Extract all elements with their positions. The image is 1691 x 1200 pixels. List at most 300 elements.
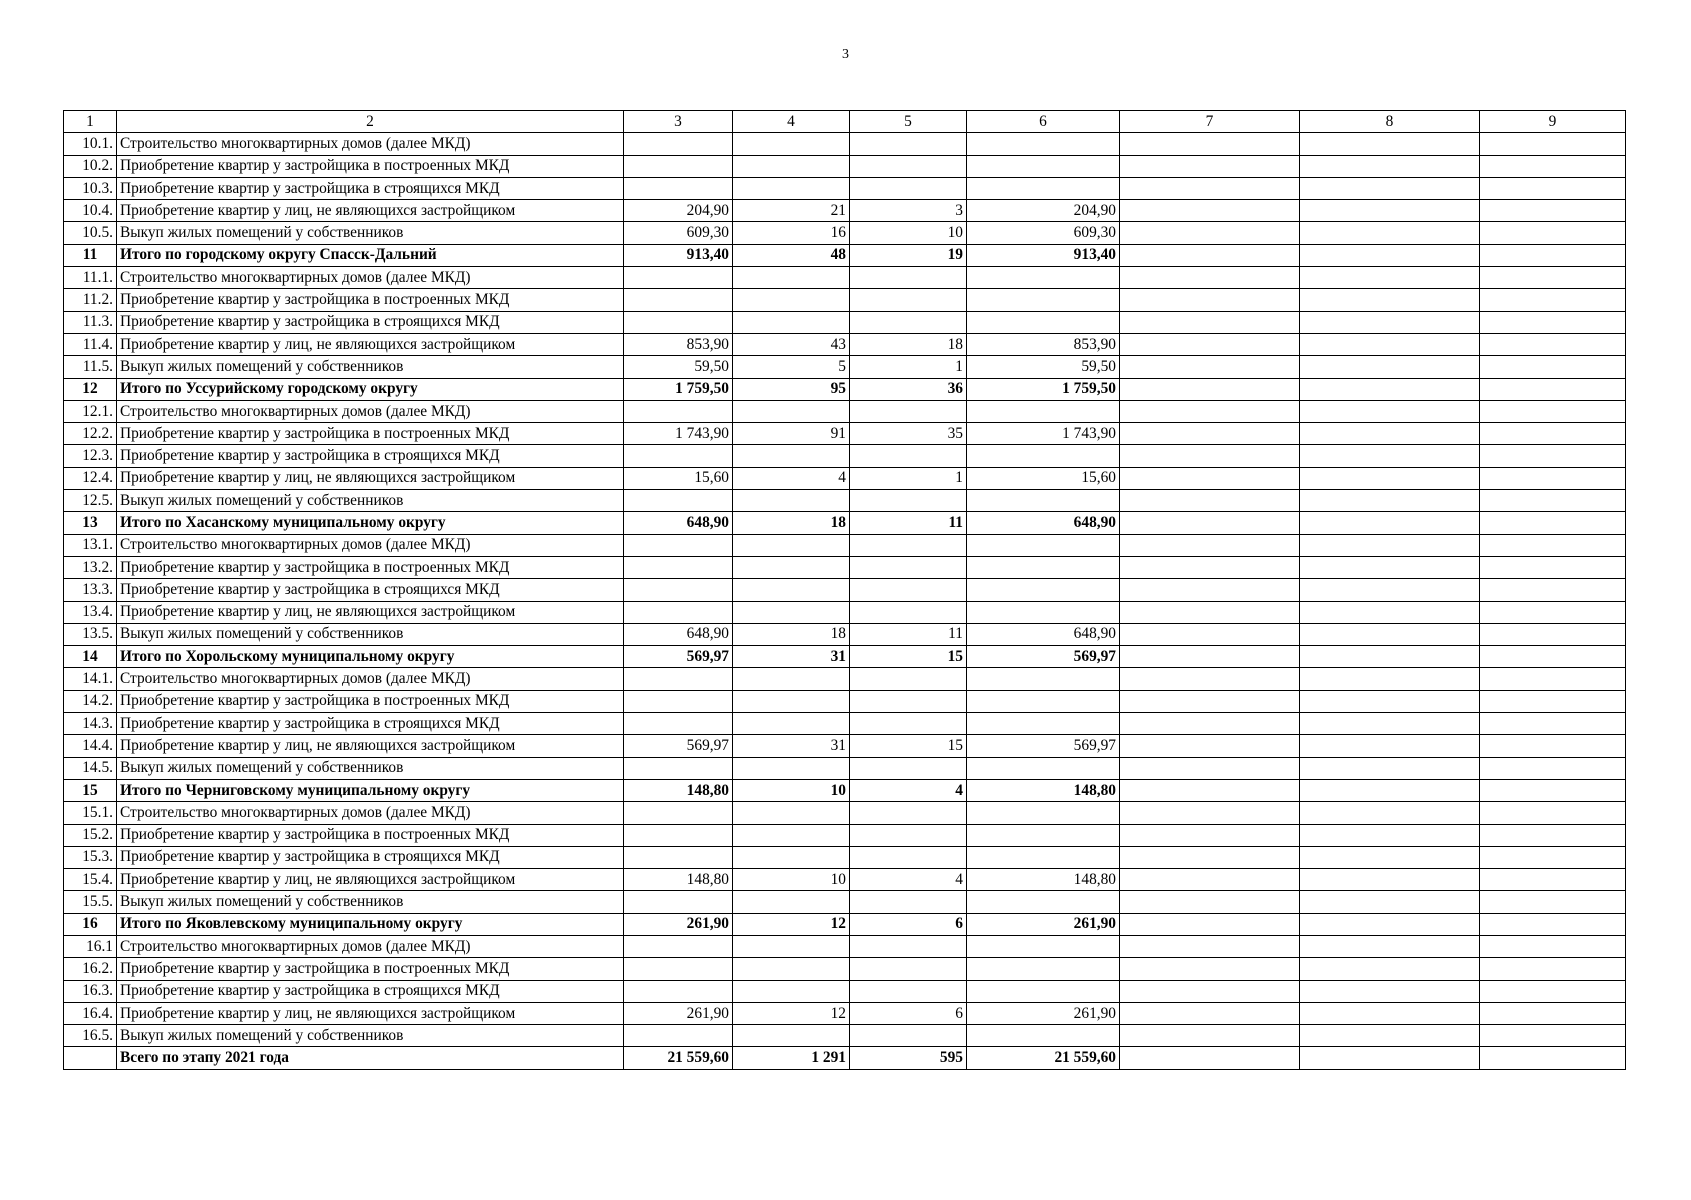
table-row xyxy=(64,690,1626,712)
count-cell: 4 xyxy=(733,467,850,489)
row-code-cell: 14.4. xyxy=(64,735,117,757)
empty-cell xyxy=(1480,713,1626,735)
count-cell: 595 xyxy=(850,1047,967,1069)
amount-cell: 261,90 xyxy=(624,913,733,935)
header-cell: 8 xyxy=(1300,111,1480,133)
row-name-cell: Итого по городскому округу Спасск-Дальний xyxy=(117,244,624,266)
empty-cell xyxy=(1300,623,1480,645)
empty-cell xyxy=(1480,400,1626,422)
empty-cell xyxy=(1120,222,1300,244)
row-code-cell: 10.2. xyxy=(64,155,117,177)
count-cell: 12 xyxy=(733,913,850,935)
count-cell xyxy=(850,891,967,913)
count-cell xyxy=(850,534,967,556)
amount-cell: 148,80 xyxy=(624,779,733,801)
count-cell xyxy=(850,958,967,980)
row-code-cell: 10.1. xyxy=(64,133,117,155)
empty-cell xyxy=(1480,735,1626,757)
empty-cell xyxy=(1120,333,1300,355)
table-row xyxy=(64,133,1626,155)
empty-cell xyxy=(1300,289,1480,311)
table-row xyxy=(64,802,1626,824)
count-cell: 18 xyxy=(850,333,967,355)
empty-cell xyxy=(1300,913,1480,935)
table-row xyxy=(64,177,1626,199)
amount-cell xyxy=(624,757,733,779)
row-code-cell: 16.5. xyxy=(64,1025,117,1047)
header-cell: 9 xyxy=(1480,111,1626,133)
empty-cell xyxy=(1300,713,1480,735)
empty-cell xyxy=(1300,690,1480,712)
empty-cell xyxy=(1300,1047,1480,1069)
count-cell: 1 291 xyxy=(733,1047,850,1069)
amount-cell: 1 743,90 xyxy=(624,423,733,445)
row-code-cell: 16 xyxy=(64,913,117,935)
amount-cell: 853,90 xyxy=(624,333,733,355)
empty-cell xyxy=(1480,200,1626,222)
empty-cell xyxy=(1480,267,1626,289)
row-code-cell: 15.5. xyxy=(64,891,117,913)
empty-cell xyxy=(1120,757,1300,779)
table-row xyxy=(64,200,1626,222)
empty-cell xyxy=(1480,356,1626,378)
count-cell xyxy=(850,289,967,311)
empty-cell xyxy=(1120,579,1300,601)
count-cell xyxy=(733,133,850,155)
empty-cell xyxy=(1120,534,1300,556)
empty-cell xyxy=(1120,244,1300,266)
count-cell xyxy=(850,579,967,601)
table-row xyxy=(64,980,1626,1002)
amount-cell xyxy=(624,534,733,556)
count-cell xyxy=(850,400,967,422)
row-code-cell: 15.4. xyxy=(64,869,117,891)
amount-cell: 609,30 xyxy=(624,222,733,244)
empty-cell xyxy=(1120,601,1300,623)
empty-cell xyxy=(1120,356,1300,378)
empty-cell xyxy=(1120,958,1300,980)
amount-cell: 59,50 xyxy=(967,356,1120,378)
count-cell: 48 xyxy=(733,244,850,266)
empty-cell xyxy=(1300,244,1480,266)
amount-cell xyxy=(624,490,733,512)
header-cell: 1 xyxy=(64,111,117,133)
total-row xyxy=(64,1047,1626,1069)
count-cell xyxy=(733,601,850,623)
count-cell: 10 xyxy=(733,869,850,891)
total-row xyxy=(64,646,1626,668)
count-cell: 16 xyxy=(733,222,850,244)
amount-cell xyxy=(624,935,733,957)
empty-cell xyxy=(1480,155,1626,177)
row-code-cell: 15.1. xyxy=(64,802,117,824)
empty-cell xyxy=(1480,490,1626,512)
amount-cell xyxy=(624,133,733,155)
empty-cell xyxy=(1120,556,1300,578)
empty-cell xyxy=(1120,311,1300,333)
amount-cell xyxy=(967,267,1120,289)
table-row xyxy=(64,869,1626,891)
row-name-cell: Строительство многоквартирных домов (далее МКД) xyxy=(117,668,624,690)
count-cell xyxy=(733,846,850,868)
row-code-cell: 16.1 xyxy=(64,935,117,957)
amount-cell: 261,90 xyxy=(967,1002,1120,1024)
count-cell xyxy=(733,757,850,779)
amount-cell xyxy=(967,133,1120,155)
count-cell xyxy=(733,177,850,199)
empty-cell xyxy=(1480,311,1626,333)
row-code-cell: 12.1. xyxy=(64,400,117,422)
count-cell xyxy=(850,177,967,199)
empty-cell xyxy=(1300,400,1480,422)
count-cell: 15 xyxy=(850,646,967,668)
empty-cell xyxy=(1480,913,1626,935)
row-name-cell: Выкуп жилых помещений у собственников xyxy=(117,891,624,913)
row-name-cell: Строительство многоквартирных домов (далее МКД) xyxy=(117,400,624,422)
count-cell xyxy=(850,445,967,467)
table-row xyxy=(64,623,1626,645)
empty-cell xyxy=(1300,222,1480,244)
empty-cell xyxy=(1120,423,1300,445)
count-cell xyxy=(733,980,850,1002)
row-code-cell: 11.3. xyxy=(64,311,117,333)
count-cell xyxy=(733,289,850,311)
column-number-row xyxy=(64,111,1626,133)
count-cell: 1 xyxy=(850,467,967,489)
row-name-cell: Итого по Черниговскому муниципальному округу xyxy=(117,779,624,801)
empty-cell xyxy=(1120,267,1300,289)
count-cell: 11 xyxy=(850,623,967,645)
empty-cell xyxy=(1300,467,1480,489)
table-row xyxy=(64,155,1626,177)
amount-cell xyxy=(624,601,733,623)
count-cell: 6 xyxy=(850,913,967,935)
count-cell: 6 xyxy=(850,1002,967,1024)
amount-cell: 648,90 xyxy=(967,623,1120,645)
count-cell: 19 xyxy=(850,244,967,266)
amount-cell xyxy=(624,668,733,690)
amount-cell xyxy=(624,289,733,311)
row-name-cell: Итого по Уссурийскому городскому округу xyxy=(117,378,624,400)
amount-cell xyxy=(624,1025,733,1047)
count-cell xyxy=(850,846,967,868)
count-cell xyxy=(850,935,967,957)
empty-cell xyxy=(1300,980,1480,1002)
amount-cell xyxy=(967,490,1120,512)
empty-cell xyxy=(1120,623,1300,645)
amount-cell: 1 759,50 xyxy=(967,378,1120,400)
amount-cell: 148,80 xyxy=(624,869,733,891)
empty-cell xyxy=(1480,802,1626,824)
row-code-cell: 10.5. xyxy=(64,222,117,244)
empty-cell xyxy=(1120,512,1300,534)
empty-cell xyxy=(1120,445,1300,467)
table-row xyxy=(64,423,1626,445)
row-code-cell: 13.1. xyxy=(64,534,117,556)
amount-cell xyxy=(624,579,733,601)
empty-cell xyxy=(1300,802,1480,824)
row-name-cell: Приобретение квартир у застройщика в построенных МКД xyxy=(117,423,624,445)
empty-cell xyxy=(1480,467,1626,489)
empty-cell xyxy=(1120,935,1300,957)
empty-cell xyxy=(1120,735,1300,757)
count-cell xyxy=(733,155,850,177)
total-row xyxy=(64,378,1626,400)
amount-cell xyxy=(967,601,1120,623)
count-cell xyxy=(733,311,850,333)
empty-cell xyxy=(1480,601,1626,623)
count-cell: 3 xyxy=(850,200,967,222)
empty-cell xyxy=(1300,846,1480,868)
table-row xyxy=(64,490,1626,512)
empty-cell xyxy=(1300,445,1480,467)
amount-cell xyxy=(967,534,1120,556)
empty-cell xyxy=(1120,824,1300,846)
amount-cell xyxy=(624,267,733,289)
count-cell xyxy=(733,824,850,846)
row-code-cell: 11.1. xyxy=(64,267,117,289)
row-name-cell: Строительство многоквартирных домов (далее МКД) xyxy=(117,534,624,556)
empty-cell xyxy=(1120,913,1300,935)
empty-cell xyxy=(1300,356,1480,378)
empty-cell xyxy=(1300,869,1480,891)
amount-cell xyxy=(967,846,1120,868)
row-code-cell: 16.3. xyxy=(64,980,117,1002)
empty-cell xyxy=(1120,467,1300,489)
amount-cell xyxy=(624,980,733,1002)
amount-cell: 21 559,60 xyxy=(967,1047,1120,1069)
empty-cell xyxy=(1480,846,1626,868)
amount-cell xyxy=(967,177,1120,199)
count-cell: 36 xyxy=(850,378,967,400)
empty-cell xyxy=(1300,512,1480,534)
amount-cell xyxy=(967,958,1120,980)
amount-cell: 59,50 xyxy=(624,356,733,378)
amount-cell: 1 759,50 xyxy=(624,378,733,400)
empty-cell xyxy=(1480,668,1626,690)
table-row xyxy=(64,1002,1626,1024)
count-cell xyxy=(850,155,967,177)
count-cell xyxy=(733,556,850,578)
empty-cell xyxy=(1480,222,1626,244)
amount-cell xyxy=(967,891,1120,913)
count-cell xyxy=(733,935,850,957)
empty-cell xyxy=(1300,757,1480,779)
row-name-cell: Приобретение квартир у застройщика в построенных МКД xyxy=(117,289,624,311)
empty-cell xyxy=(1300,779,1480,801)
row-code-cell: 13.4. xyxy=(64,601,117,623)
row-code-cell: 15.2. xyxy=(64,824,117,846)
count-cell xyxy=(850,980,967,1002)
empty-cell xyxy=(1120,155,1300,177)
amount-cell xyxy=(967,935,1120,957)
row-name-cell: Выкуп жилых помещений у собственников xyxy=(117,356,624,378)
count-cell xyxy=(733,690,850,712)
empty-cell xyxy=(1120,802,1300,824)
empty-cell xyxy=(1480,1025,1626,1047)
table-row xyxy=(64,556,1626,578)
row-name-cell: Выкуп жилых помещений у собственников xyxy=(117,222,624,244)
count-cell xyxy=(733,400,850,422)
empty-cell xyxy=(1480,757,1626,779)
count-cell xyxy=(850,668,967,690)
amount-cell xyxy=(967,802,1120,824)
row-code-cell: 10.3. xyxy=(64,177,117,199)
row-name-cell: Приобретение квартир у застройщика в построенных МКД xyxy=(117,155,624,177)
count-cell: 5 xyxy=(733,356,850,378)
count-cell xyxy=(850,713,967,735)
amount-cell xyxy=(967,556,1120,578)
empty-cell xyxy=(1300,490,1480,512)
amount-cell xyxy=(967,400,1120,422)
amount-cell xyxy=(624,958,733,980)
count-cell: 31 xyxy=(733,646,850,668)
row-name-cell: Приобретение квартир у застройщика в строящихся МКД xyxy=(117,311,624,333)
count-cell xyxy=(850,490,967,512)
amount-cell xyxy=(967,311,1120,333)
empty-cell xyxy=(1480,1002,1626,1024)
empty-cell xyxy=(1300,556,1480,578)
table-row xyxy=(64,757,1626,779)
empty-cell xyxy=(1120,846,1300,868)
empty-cell xyxy=(1480,423,1626,445)
amount-cell: 569,97 xyxy=(967,735,1120,757)
empty-cell xyxy=(1480,244,1626,266)
count-cell: 18 xyxy=(733,512,850,534)
amount-cell: 204,90 xyxy=(624,200,733,222)
row-name-cell: Итого по Хорольскому муниципальному округу xyxy=(117,646,624,668)
header-cell: 3 xyxy=(624,111,733,133)
row-code-cell: 15 xyxy=(64,779,117,801)
count-cell: 31 xyxy=(733,735,850,757)
row-code-cell: 16.4. xyxy=(64,1002,117,1024)
empty-cell xyxy=(1300,579,1480,601)
row-code-cell: 14.2. xyxy=(64,690,117,712)
empty-cell xyxy=(1480,556,1626,578)
row-code-cell: 11.4. xyxy=(64,333,117,355)
table-row xyxy=(64,846,1626,868)
empty-cell xyxy=(1120,177,1300,199)
row-code-cell: 14.5. xyxy=(64,757,117,779)
row-code-cell: 12 xyxy=(64,378,117,400)
count-cell xyxy=(850,1025,967,1047)
empty-cell xyxy=(1120,200,1300,222)
amount-cell xyxy=(967,757,1120,779)
amount-cell: 148,80 xyxy=(967,779,1120,801)
empty-cell xyxy=(1300,267,1480,289)
count-cell: 10 xyxy=(733,779,850,801)
amount-cell xyxy=(967,1025,1120,1047)
row-name-cell: Приобретение квартир у застройщика в построенных МКД xyxy=(117,824,624,846)
row-name-cell: Выкуп жилых помещений у собственников xyxy=(117,490,624,512)
count-cell xyxy=(733,534,850,556)
empty-cell xyxy=(1480,623,1626,645)
row-name-cell: Приобретение квартир у застройщика в строящихся МКД xyxy=(117,713,624,735)
amount-cell xyxy=(967,824,1120,846)
count-cell xyxy=(850,133,967,155)
empty-cell xyxy=(1480,891,1626,913)
row-code-cell: 11.2. xyxy=(64,289,117,311)
empty-cell xyxy=(1480,646,1626,668)
empty-cell xyxy=(1120,490,1300,512)
amount-cell: 15,60 xyxy=(624,467,733,489)
count-cell xyxy=(850,802,967,824)
empty-cell xyxy=(1480,779,1626,801)
row-code-cell: 15.3. xyxy=(64,846,117,868)
count-cell: 35 xyxy=(850,423,967,445)
count-cell: 4 xyxy=(850,779,967,801)
table-row xyxy=(64,891,1626,913)
table-row xyxy=(64,467,1626,489)
count-cell: 21 xyxy=(733,200,850,222)
count-cell: 15 xyxy=(850,735,967,757)
amount-cell xyxy=(967,668,1120,690)
amount-cell xyxy=(624,177,733,199)
table-row xyxy=(64,289,1626,311)
amount-cell xyxy=(967,713,1120,735)
empty-cell xyxy=(1120,713,1300,735)
table-row xyxy=(64,267,1626,289)
row-code-cell: 13.3. xyxy=(64,579,117,601)
amount-cell xyxy=(624,556,733,578)
count-cell: 1 xyxy=(850,356,967,378)
empty-cell xyxy=(1120,400,1300,422)
amount-cell: 21 559,60 xyxy=(624,1047,733,1069)
row-code-cell: 16.2. xyxy=(64,958,117,980)
amount-cell: 261,90 xyxy=(624,1002,733,1024)
row-name-cell: Приобретение квартир у застройщика в построенных МКД xyxy=(117,958,624,980)
amount-cell: 609,30 xyxy=(967,222,1120,244)
empty-cell xyxy=(1120,646,1300,668)
count-cell xyxy=(733,958,850,980)
row-name-cell: Приобретение квартир у застройщика в строящихся МКД xyxy=(117,980,624,1002)
row-code-cell: 12.2. xyxy=(64,423,117,445)
amount-cell xyxy=(624,690,733,712)
row-code-cell: 12.3. xyxy=(64,445,117,467)
amount-cell xyxy=(967,445,1120,467)
row-name-cell: Приобретение квартир у лиц, не являющихся застройщиком xyxy=(117,200,624,222)
count-cell: 10 xyxy=(850,222,967,244)
table-row xyxy=(64,579,1626,601)
count-cell xyxy=(733,267,850,289)
empty-cell xyxy=(1480,690,1626,712)
empty-cell xyxy=(1480,333,1626,355)
table-row xyxy=(64,935,1626,957)
header-cell: 7 xyxy=(1120,111,1300,133)
amount-cell: 648,90 xyxy=(624,623,733,645)
header-cell: 6 xyxy=(967,111,1120,133)
empty-cell xyxy=(1300,668,1480,690)
count-cell xyxy=(850,267,967,289)
count-cell xyxy=(850,757,967,779)
row-name-cell: Итого по Яковлевскому муниципальному округу xyxy=(117,913,624,935)
amount-cell: 1 743,90 xyxy=(967,423,1120,445)
table-row xyxy=(64,356,1626,378)
count-cell xyxy=(850,556,967,578)
empty-cell xyxy=(1300,935,1480,957)
amount-cell xyxy=(624,155,733,177)
count-cell: 4 xyxy=(850,869,967,891)
row-code-cell: 12.5. xyxy=(64,490,117,512)
empty-cell xyxy=(1300,735,1480,757)
amount-cell xyxy=(967,155,1120,177)
row-name-cell: Выкуп жилых помещений у собственников xyxy=(117,1025,624,1047)
row-name-cell: Приобретение квартир у застройщика в строящихся МКД xyxy=(117,445,624,467)
amount-cell: 648,90 xyxy=(967,512,1120,534)
amount-cell: 853,90 xyxy=(967,333,1120,355)
table-row xyxy=(64,668,1626,690)
row-code-cell xyxy=(64,1047,117,1069)
